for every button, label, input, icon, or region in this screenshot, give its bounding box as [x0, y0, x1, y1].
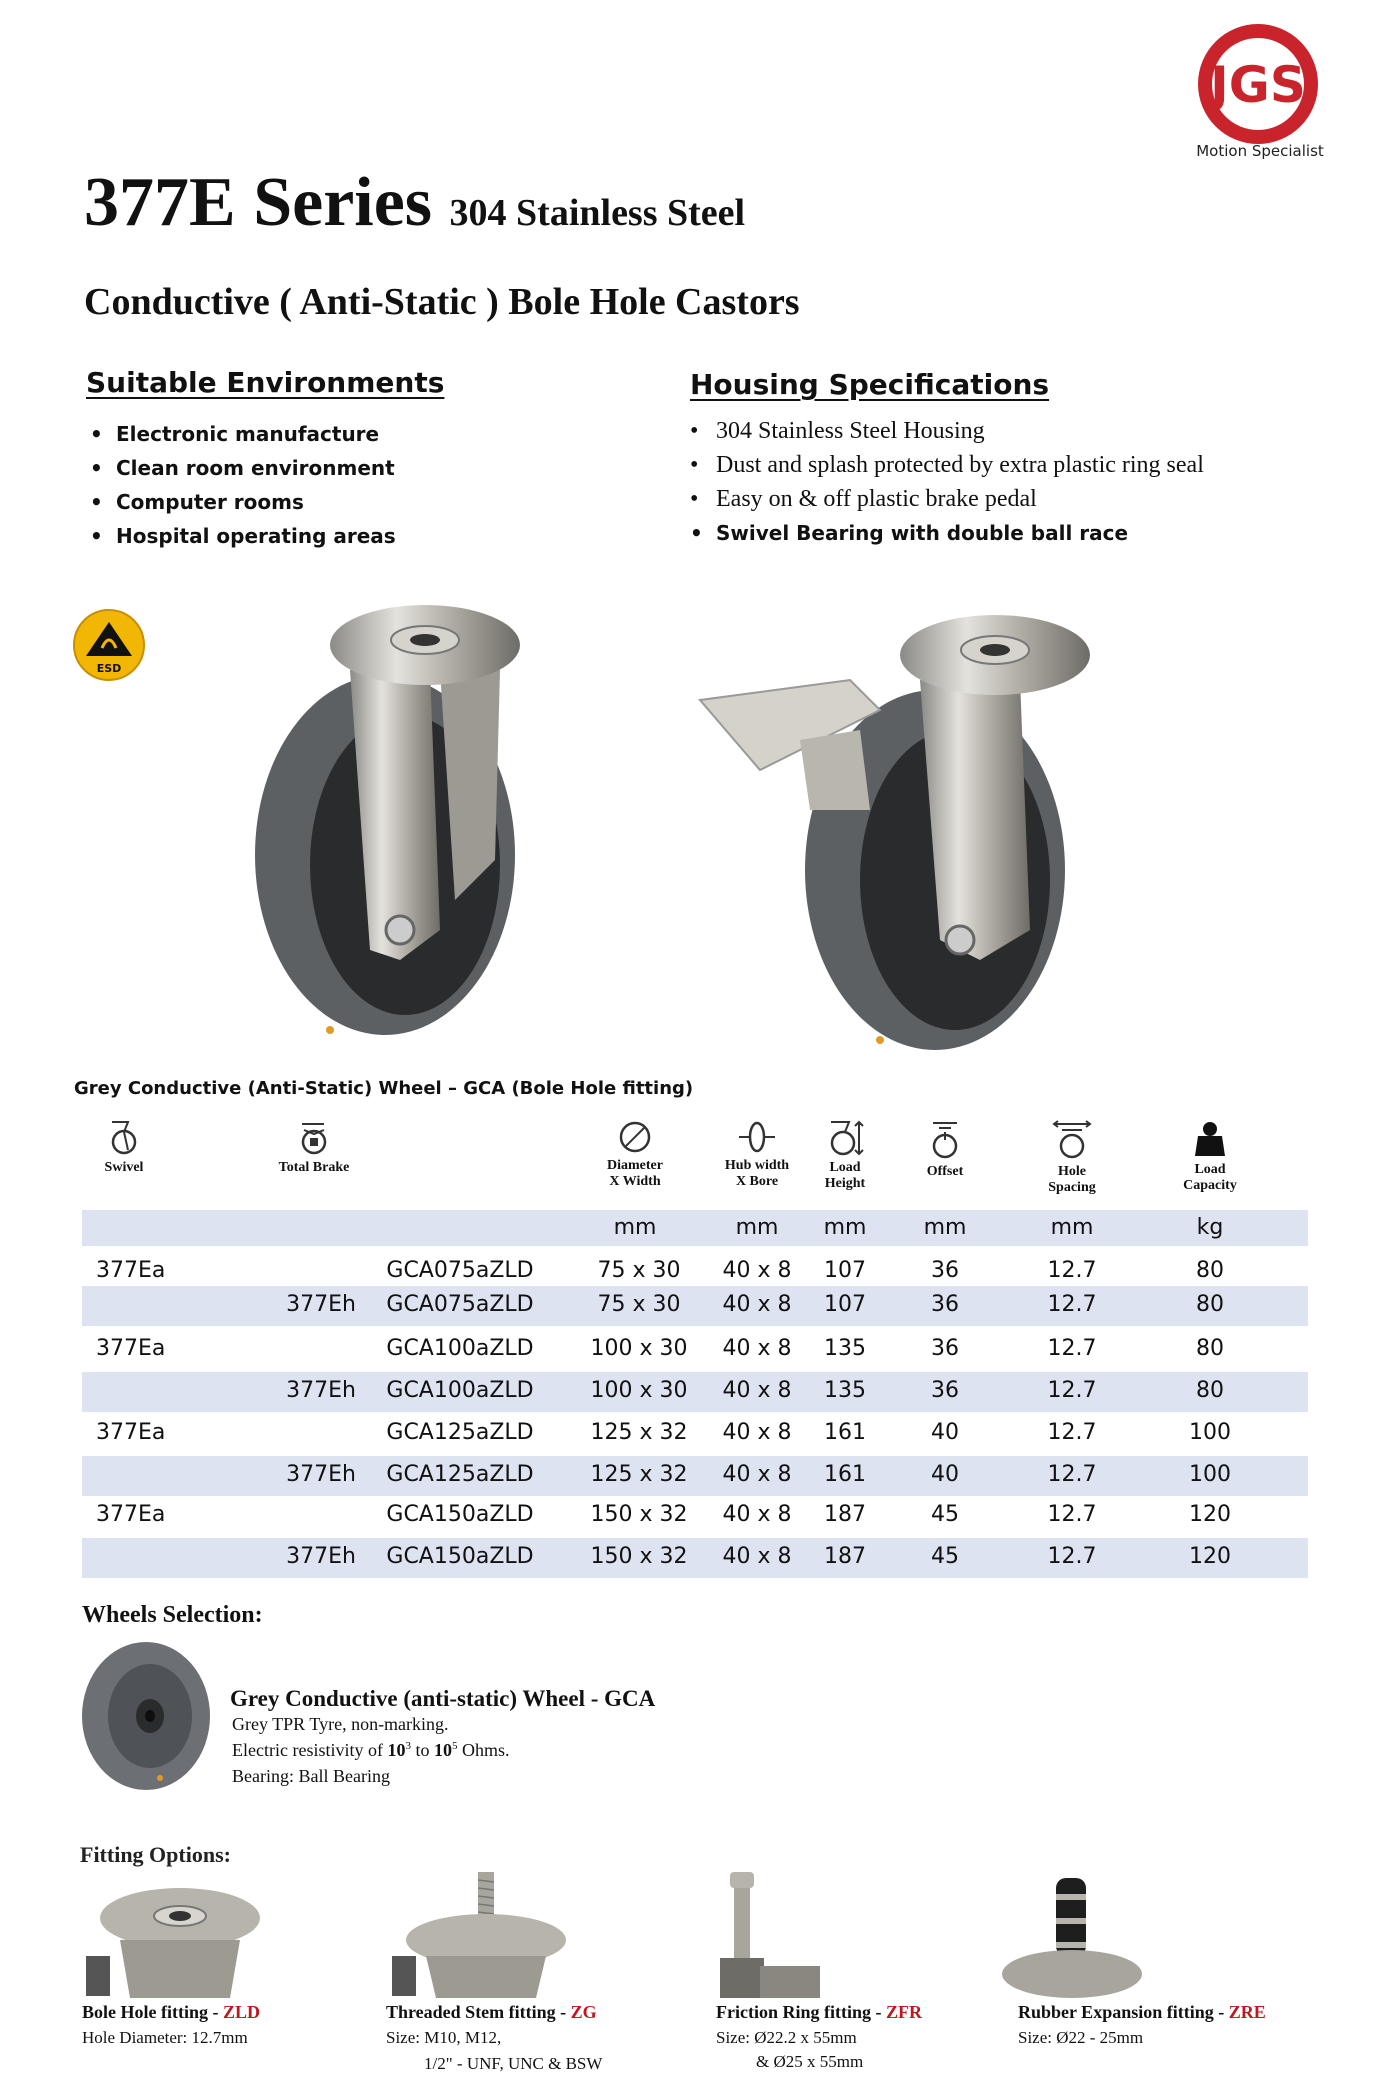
table-cell-code: GCA075aZLD — [386, 1292, 534, 1317]
unit-offset: mm — [923, 1215, 967, 1240]
brake-castor-photo — [690, 610, 1110, 1060]
table-cell-code: GCA150aZLD — [386, 1502, 534, 1527]
table-cell-brake: 377Eh — [286, 1378, 356, 1403]
table-cell-offset: 40 — [931, 1420, 959, 1445]
table-cell-diameter: 100 x 30 — [590, 1336, 688, 1361]
wheel-name: Grey Conductive (anti-static) Wheel - GCA — [230, 1686, 656, 1711]
table-cell-offset: 45 — [931, 1502, 959, 1527]
table-cell-hub: 40 x 8 — [722, 1292, 792, 1317]
load-height-icon — [825, 1120, 865, 1156]
table-caption: Grey Conductive (Anti-Static) Wheel – GCA (Bole Hole fitting) — [74, 1078, 694, 1099]
table-cell-offset: 36 — [931, 1336, 959, 1361]
table-cell-load-height: 107 — [824, 1292, 866, 1317]
hub-width-icon — [737, 1120, 777, 1154]
table-cell-code: GCA150aZLD — [386, 1544, 534, 1569]
header-offset: Offset — [908, 1120, 982, 1180]
table-cell-diameter: 75 x 30 — [597, 1292, 681, 1317]
fitting-detail: Hole Diameter: 12.7mm — [82, 2028, 248, 2047]
table-cell-brake: 377Eh — [286, 1462, 356, 1487]
brand-tagline: Motion Specialist — [1196, 142, 1324, 160]
fitting-detail: Size: Ø22.2 x 55mm — [716, 2028, 857, 2047]
gca-wheel-photo — [78, 1640, 214, 1792]
brake-icon — [296, 1120, 332, 1156]
table-cell-load-height: 161 — [824, 1420, 866, 1445]
unit-load-height: mm — [823, 1215, 867, 1240]
units-row — [82, 1210, 1308, 1246]
table-row-band — [82, 1372, 1308, 1412]
header-hub-width: Hub width X Bore — [712, 1120, 802, 1190]
unit-diameter: mm — [613, 1215, 657, 1240]
wheels-heading: Wheels Selection: — [82, 1602, 263, 1628]
series-material: 304 Stainless Steel — [449, 192, 746, 234]
table-cell-hole: 12.7 — [1047, 1462, 1097, 1487]
table-cell-swivel: 377Ea — [96, 1420, 166, 1445]
list-item: • Computer rooms — [86, 485, 396, 519]
table-cell-offset: 36 — [931, 1292, 959, 1317]
table-cell-capacity: 80 — [1196, 1378, 1224, 1403]
list-item: • Electronic manufacture — [86, 417, 396, 451]
list-item: • Hospital operating areas — [86, 519, 396, 553]
unit-capacity: kg — [1196, 1215, 1224, 1240]
wheel-tyre: Grey TPR Tyre, non-marking. — [232, 1714, 449, 1734]
fitting-detail: Size: M10, M12, — [386, 2028, 502, 2047]
table-cell-brake: 377Eh — [286, 1292, 356, 1317]
list-item: • Clean room environment — [86, 451, 396, 485]
swivel-icon — [108, 1120, 140, 1156]
threaded-stem-fitting-photo — [386, 1870, 586, 1998]
table-cell-code: GCA100aZLD — [386, 1336, 534, 1361]
table-cell-load-height: 187 — [824, 1544, 866, 1569]
table-cell-diameter: 125 x 32 — [590, 1420, 688, 1445]
table-cell-diameter: 100 x 30 — [590, 1378, 688, 1403]
table-cell-offset: 36 — [931, 1378, 959, 1403]
list-item: • Swivel Bearing with double ball race — [686, 516, 1204, 550]
table-row-band — [82, 1456, 1308, 1496]
table-cell-load-height: 187 — [824, 1502, 866, 1527]
table-cell-diameter: 75 x 30 — [597, 1258, 681, 1283]
table-cell-offset: 36 — [931, 1258, 959, 1283]
table-cell-capacity: 100 — [1189, 1420, 1231, 1445]
table-cell-diameter: 150 x 32 — [590, 1544, 688, 1569]
esd-label: ESD — [96, 662, 122, 675]
table-cell-load-height: 161 — [824, 1462, 866, 1487]
wheel-resistivity: Electric resistivity of $10^3$ to $10^5$ Ohms. — [232, 1740, 510, 1760]
table-cell-code: GCA075aZLD — [386, 1258, 534, 1283]
table-cell-capacity: 100 — [1189, 1462, 1231, 1487]
table-cell-load-height: 135 — [824, 1378, 866, 1403]
list-item: • 304 Stainless Steel Housing — [686, 414, 1204, 448]
weight-icon — [1194, 1120, 1226, 1158]
table-cell-hole: 12.7 — [1047, 1378, 1097, 1403]
fitting-detail: Size: Ø22 - 25mm — [1018, 2028, 1144, 2047]
table-row-band — [82, 1538, 1308, 1578]
friction-ring-fitting-photo — [690, 1870, 890, 1998]
logo-letters: JGS — [1210, 56, 1306, 114]
table-cell-capacity: 80 — [1196, 1336, 1224, 1361]
table-cell-hub: 40 x 8 — [722, 1420, 792, 1445]
housing-heading: Housing Specifications — [690, 368, 1050, 401]
header-diameter: Diameter X Width — [590, 1120, 680, 1190]
list-item: • Easy on & off plastic brake pedal — [686, 482, 1204, 516]
fittings-heading: Fitting Options: — [80, 1842, 231, 1867]
table-cell-capacity: 120 — [1189, 1544, 1231, 1569]
table-cell-hub: 40 x 8 — [722, 1502, 792, 1527]
table-cell-diameter: 150 x 32 — [590, 1502, 688, 1527]
table-cell-hole: 12.7 — [1047, 1336, 1097, 1361]
housing-list — [686, 414, 1204, 550]
table-cell-hub: 40 x 8 — [722, 1378, 792, 1403]
unit-hub: mm — [735, 1215, 779, 1240]
table-cell-code: GCA125aZLD — [386, 1420, 534, 1445]
table-cell-hole: 12.7 — [1047, 1292, 1097, 1317]
table-cell-diameter: 125 x 32 — [590, 1462, 688, 1487]
header-total-brake: Total Brake — [264, 1120, 364, 1176]
header-load-capacity: Load Capacity — [1170, 1120, 1250, 1194]
table-cell-capacity: 120 — [1189, 1502, 1231, 1527]
environments-heading: Suitable Environments — [86, 366, 445, 399]
fitting-detail: & Ø25 x 55mm — [756, 2052, 864, 2071]
fitting-name-zld: Bole Hole fitting - ZLD — [82, 2002, 260, 2022]
table-cell-code: GCA125aZLD — [386, 1462, 534, 1487]
rubber-expansion-fitting-photo — [1000, 1870, 1200, 1998]
environments-list — [86, 417, 396, 553]
unit-hole-spacing: mm — [1050, 1215, 1094, 1240]
table-cell-hole: 12.7 — [1047, 1544, 1097, 1569]
table-cell-offset: 45 — [931, 1544, 959, 1569]
table-cell-brake: 377Eh — [286, 1544, 356, 1569]
table-cell-hub: 40 x 8 — [722, 1336, 792, 1361]
table-cell-code: GCA100aZLD — [386, 1378, 534, 1403]
table-cell-swivel: 377Ea — [96, 1502, 166, 1527]
diameter-icon — [618, 1120, 652, 1154]
table-cell-hole: 12.7 — [1047, 1258, 1097, 1283]
table-cell-hub: 40 x 8 — [722, 1258, 792, 1283]
table-cell-hub: 40 x 8 — [722, 1544, 792, 1569]
table-cell-swivel: 377Ea — [96, 1258, 166, 1283]
table-cell-load-height: 135 — [824, 1336, 866, 1361]
fitting-name-zg: Threaded Stem fitting - ZG — [386, 2002, 597, 2022]
table-cell-capacity: 80 — [1196, 1258, 1224, 1283]
table-cell-load-height: 107 — [824, 1258, 866, 1283]
hole-spacing-icon — [1050, 1120, 1094, 1160]
table-row-band — [82, 1286, 1308, 1326]
jgs-logo — [1196, 22, 1320, 146]
header-swivel: Swivel — [84, 1120, 164, 1176]
offset-icon — [927, 1120, 963, 1160]
table-cell-offset: 40 — [931, 1462, 959, 1487]
fitting-detail: 1/2" - UNF, UNC & BSW — [424, 2054, 603, 2073]
swivel-castor-photo — [200, 600, 600, 1050]
series-name: 377E Series — [84, 164, 433, 241]
bole-hole-fitting-photo — [80, 1870, 280, 1998]
page-subtitle: Conductive ( Anti-Static ) Bole Hole Castors — [84, 281, 800, 323]
table-cell-hole: 12.7 — [1047, 1502, 1097, 1527]
fitting-name-zre: Rubber Expansion fitting - ZRE — [1018, 2002, 1266, 2022]
table-cell-swivel: 377Ea — [96, 1336, 166, 1361]
header-hole-spacing: Hole Spacing — [1022, 1120, 1122, 1196]
table-cell-hub: 40 x 8 — [722, 1462, 792, 1487]
header-load-height: Load Height — [810, 1120, 880, 1192]
esd-badge-icon — [72, 608, 146, 682]
page-title — [84, 164, 746, 241]
table-cell-hole: 12.7 — [1047, 1420, 1097, 1445]
fitting-name-zfr: Friction Ring fitting - ZFR — [716, 2002, 922, 2022]
list-item: • Dust and splash protected by extra plastic ring seal — [686, 448, 1204, 482]
table-cell-capacity: 80 — [1196, 1292, 1224, 1317]
wheel-bearing: Bearing: Ball Bearing — [232, 1766, 390, 1786]
